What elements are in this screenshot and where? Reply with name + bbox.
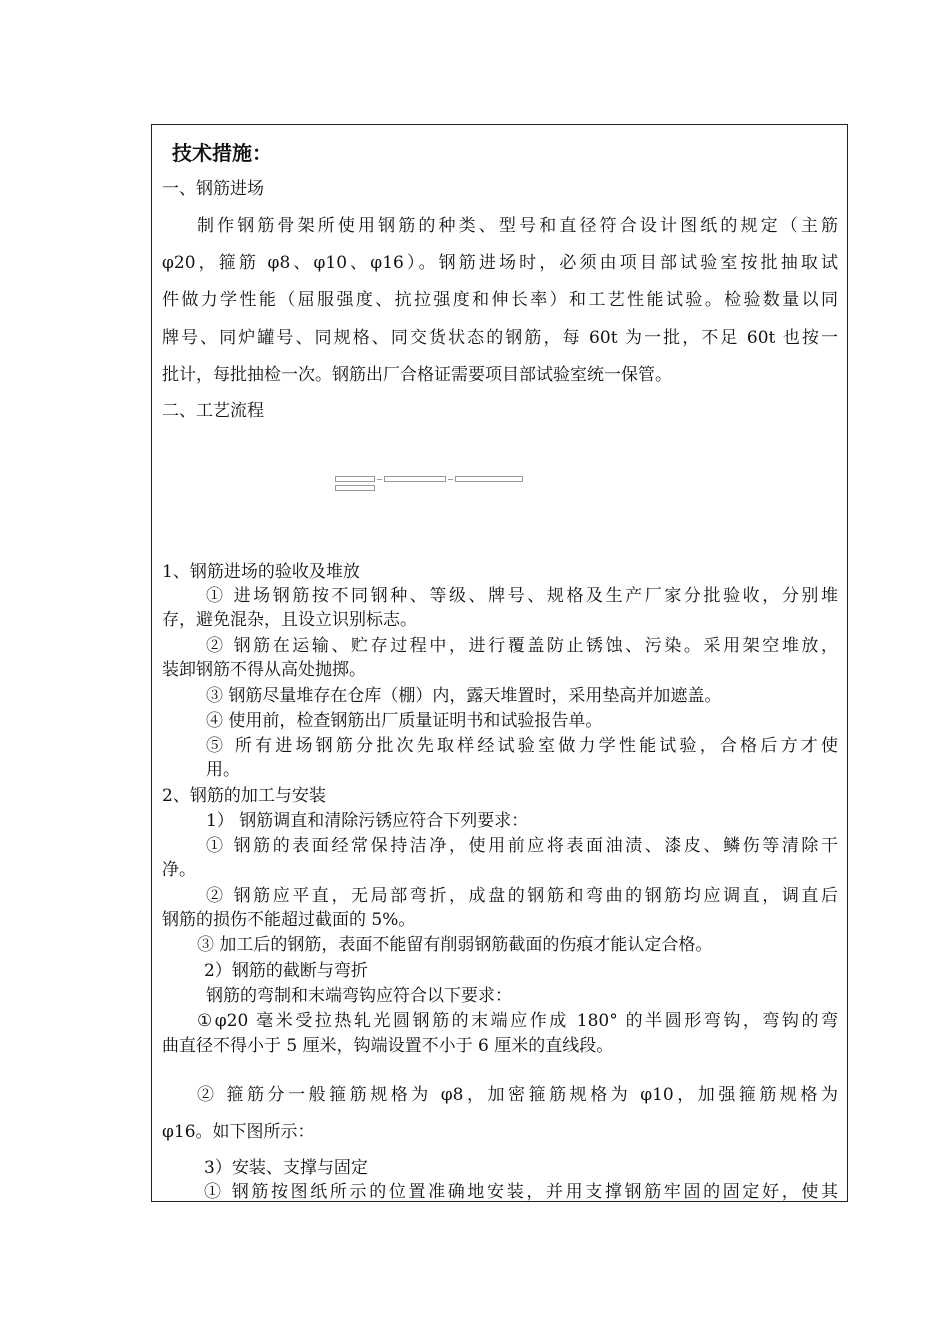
- paragraph-line: 净。: [162, 860, 196, 880]
- paragraph-line: 曲直径不得小于 5 厘米，钩端设置不小于 6 厘米的直线段。: [162, 1036, 614, 1056]
- paragraph-line: ④ 使用前，检查钢筋出厂质量证明书和试验报告单。: [206, 711, 603, 731]
- flow-step: [455, 476, 523, 482]
- paragraph-line: ② 钢筋在运输、贮存过程中，进行覆盖防止锈蚀、污染。采用架空堆放，: [206, 636, 838, 656]
- paragraph-line: ① 进场钢筋按不同钢种、等级、牌号、规格及生产厂家分批验收，分别堆: [206, 586, 838, 606]
- heading-acceptance: 1、钢筋进场的验收及堆放: [162, 562, 360, 582]
- paragraph-line: 件做力学性能（屈服强度、抗拉强度和伸长率）和工艺性能试验。检验数量以同: [162, 290, 838, 310]
- flow-arrow-icon: [377, 479, 382, 480]
- paragraph-line: 牌号、同炉罐号、同规格、同交货状态的钢筋，每 60t 为一批，不足 60t 也按一: [162, 328, 838, 348]
- flow-step: [335, 485, 375, 491]
- subheading-installation: 3）安装、支撑与固定: [204, 1158, 368, 1178]
- paragraph-line: ① 钢筋的表面经常保持洁净，使用前应将表面油渍、漆皮、鳞伤等清除干: [206, 836, 838, 856]
- heading-rebar-entry: 一、钢筋进场: [162, 179, 264, 199]
- paragraph-line: ① 钢筋按图纸所示的位置准确地安装，并用支撑钢筋牢固的固定好，使其: [204, 1182, 838, 1202]
- paragraph-line: ①φ20 毫米受拉热轧光圆钢筋的末端应作成 180° 的半圆形弯钩，弯钩的弯: [197, 1011, 838, 1031]
- paragraph-line: ③ 加工后的钢筋，表面不能留有削弱钢筋截面的伤痕才能认定合格。: [197, 935, 713, 955]
- flow-arrow-icon: [448, 479, 453, 480]
- paragraph-line: φ20，箍筋 φ8、φ10、φ16）。钢筋进场时，必须由项目部试验室按批抽取试: [162, 253, 838, 273]
- subheading-straightening: 1） 钢筋调直和清除污锈应符合下列要求：: [206, 811, 529, 831]
- heading-process-flow: 二、工艺流程: [162, 401, 264, 421]
- paragraph-line: ⑤ 所有进场钢筋分批次先取样经试验室做力学性能试验，合格后方才使: [206, 736, 838, 756]
- flow-step: [335, 476, 375, 482]
- section-title: 技术措施：: [172, 141, 272, 165]
- heading-processing: 2、钢筋的加工与安装: [162, 786, 326, 806]
- paragraph-line: 存，避免混杂，且设立识别标志。: [162, 610, 417, 630]
- paragraph-line: 用。: [206, 760, 240, 780]
- paragraph-line: 钢筋的弯制和末端弯钩应符合以下要求：: [206, 986, 512, 1006]
- paragraph-line: 制作钢筋骨架所使用钢筋的种类、型号和直径符合设计图纸的规定（主筋: [197, 216, 838, 236]
- paragraph-line: 装卸钢筋不得从高处抛掷。: [162, 660, 366, 680]
- process-flow-diagram: [335, 476, 525, 492]
- paragraph-line: 批计，每批抽检一次。钢筋出厂合格证需要项目部试验室统一保管。: [162, 365, 672, 385]
- paragraph-line: 钢筋的损伤不能超过截面的 5%。: [162, 910, 416, 930]
- paragraph-line: ③ 钢筋尽量堆存在仓库（棚）内，露天堆置时，采用垫高并加遮盖。: [206, 686, 722, 706]
- paragraph-line: ② 箍筋分一般箍筋规格为 φ8，加密箍筋规格为 φ10，加强箍筋规格为: [197, 1085, 838, 1105]
- flow-step: [384, 476, 446, 482]
- paragraph-line: φ16。如下图所示：: [162, 1122, 315, 1142]
- subheading-cutting: 2）钢筋的截断与弯折: [204, 961, 368, 981]
- paragraph-line: ② 钢筋应平直，无局部弯折，成盘的钢筋和弯曲的钢筋均应调直，调直后: [206, 886, 838, 906]
